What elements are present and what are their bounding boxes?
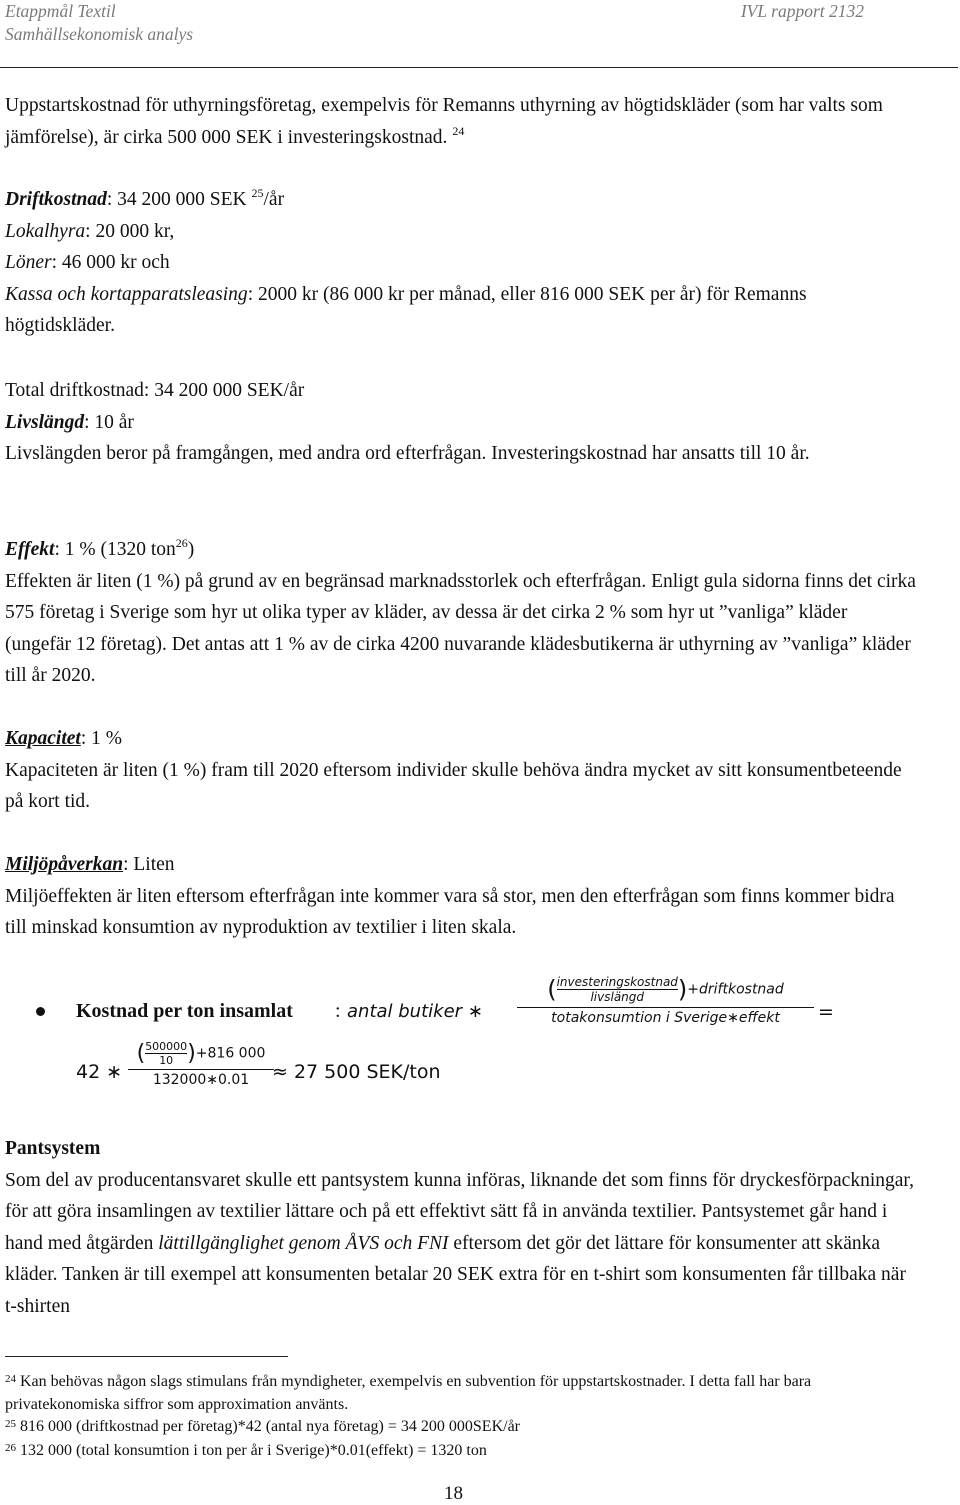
effekt-line [5,534,917,566]
loner-label: Löner [5,252,52,274]
kapacitet-label: Kapacitet [5,728,81,749]
effekt-section [5,534,917,692]
header-divider [0,67,958,68]
pantsystem-text-part2: eftersom det gör det lättare för konsumenter att skänka kläder. Tanken är till exempel att konsumenten betalar 20 SEK extra för en t-shirt som konsumenten får tillbaka när t-shirten [5,1232,906,1317]
formula2-denominator: 132000∗0.01 [128,1069,274,1088]
intro-paragraph [5,90,917,153]
formula2-lhs: 42 ∗ [76,1061,123,1083]
livslangd-value: : 10 år [84,411,134,433]
livslangd-label: Livslängd [5,411,85,433]
footnote-text: 132 000 (total konsumtion i ton per år i Sverige)*0.01(effekt) = 1320 ton [20,1442,487,1459]
bullet-icon [36,1007,45,1016]
header-left [5,0,193,46]
formula2-inner-den: 10 [145,1053,187,1067]
footnote-26 [5,1440,925,1463]
effekt-value: : 1 % (1320 ton [54,539,176,560]
footnote-text: 816 000 (driftkostnad per företag)*42 (antal nya företag) = 34 200 000SEK/år [20,1418,520,1435]
total-driftkostnad: Total driftkostnad: 34 200 000 SEK/år [5,380,305,401]
driftkostnad-line [5,184,917,216]
kassa-line [5,279,917,342]
footnote-ref-26: 26 [175,536,188,550]
driftkostnad-section [5,184,917,342]
driftkostnad-label: Driftkostnad [5,189,107,210]
miljo-line [5,849,917,881]
miljo-label: Miljöpåverkan [5,854,124,875]
kassa-value: : 2000 kr (86 000 kr per månad, eller 816 000 SEK per år) för Remanns högtidskläder. [5,283,807,337]
pantsystem-italic-measure: lättillgänglighet genom ÅVS och FNI [158,1232,449,1254]
formula-colon: : [335,1000,341,1022]
formula-lhs: antal butiker ∗ [347,1001,483,1022]
driftkostnad-value: : 34 200 000 SEK [106,189,247,210]
footnote-number: 24 [5,1373,16,1385]
kapacitet-text: Kapaciteten är liten (1 %) fram till 2020 eftersom individer skulle behöva ändra mycket av sitt konsumentbeteende på kort tid. [5,759,902,813]
footnote-divider [5,1356,288,1357]
lokalhyra-value: : 20 000 kr, [85,220,175,242]
formula2-plus: +816 000 [195,1045,266,1062]
formula-denominator: totakonsumtion i Sverige∗effekt [517,1007,814,1026]
effekt-text: Effekten är liten (1 %) på grund av en begränsad marknadsstorlek och efterfrågan. Enligt gula sidorna finns det cirka 575 företag i Sverige som hyr ut olika typer av kläder, av dessa är det cirka 2 % som hyr ut ”vanliga” kläder (ungefär 12 företag). Det antas att 1 % av de cirka 4200 nuvarande klädesbutikerna är uthyrning av ”vanliga” kläder till år 2020. [5,570,916,687]
page-number: 18 [444,1483,463,1504]
intro-text: Uppstartskostnad för uthyrningsföretag, exempelvis för Remanns uthyrning av högtidskläder (som har valts som jämförelse), är cirka 500 000 SEK i investeringskostnad. [5,95,883,148]
formula-line-2 [76,1040,576,1100]
pantsystem-heading: Pantsystem [5,1138,101,1159]
footnote-ref-25: 25 [251,186,264,200]
footnote-number: 25 [5,1418,16,1430]
formula-equals: = [818,1001,834,1023]
kassa-label: Kassa och kortapparatsleasing [5,283,248,305]
formula-fraction [517,975,814,1026]
footnote-24 [5,1371,925,1416]
total-section [5,375,917,470]
miljo-text: Miljöeffekten är liten eftersom efterfrågan inte kommer vara så stor, men den efterfrågan som finns kommer bidra till minskad konsumtion av nyproduktion av textilier i liten skala. [5,885,895,939]
lokalhyra-line [5,216,917,248]
effekt-label: Effekt [5,539,55,560]
effekt-value-end: ) [187,539,195,560]
formula-label: Kostnad per ton insamlat [76,1000,293,1022]
miljo-section [5,849,917,944]
formula2-fraction [128,1040,274,1088]
formula2-inner-fraction [145,1040,187,1067]
formula2-result: ≈ 27 500 SEK/ton [272,1061,441,1083]
livslangd-line [5,407,917,439]
pantsystem-text-part1: Som del av producentansvaret skulle ett pantsystem kunna införas, liknande det som finns för dryckesförpackningar, för att göra insamlingen av textilier lättare och på ett effektivt sätt få in använda textilier. Pantsystemet går hand i hand med åtgärden [5,1169,914,1254]
formula2-numerator: ( $\frac{500000}{10}$ )+816 000 [136,1040,266,1067]
formula-inner-fraction [557,975,678,1004]
formula-numerator: ( $\frac{\text{investeringskostnad}}{\text{livslängd}}$ )+driftkostnad [547,975,784,1004]
livslangd-text: Livslängden beror på framgången, med andra ord efterfrågan. Investeringskostnad har ansatts till 10 år. [5,443,810,465]
pantsystem-section [5,1133,917,1323]
header-report-title: Etappmål Textil [5,1,116,21]
loner-value: : 46 000 kr och [51,252,170,274]
footnote-text: Kan behövas någon slags stimulans från myndigheter, exempelvis en subvention för uppstartskostnader. I detta fall har bara privatekonomiska siffror som approximation använts. [5,1373,812,1413]
header-report-subtitle: Samhällsekonomisk analys [5,24,194,44]
header-report-number: IVL rapport 2132 [740,1,864,21]
formula-inner-num: investeringskostnad [556,975,678,989]
footnote-25 [5,1416,925,1439]
kapacitet-value: : 1 % [80,728,122,749]
driftkostnad-unit: /år [263,189,285,210]
lokalhyra-label: Lokalhyra [5,220,86,242]
loner-line [5,247,917,279]
formula-plus-term: +driftkostnad [687,981,784,998]
pantsystem-text [5,1165,917,1323]
formula-inner-den: livslängd [557,989,678,1004]
kapacitet-section [5,723,917,818]
formula2-inner-num: 500000 [145,1040,188,1053]
footnote-ref-24: 24 [452,123,465,138]
miljo-value: : Liten [123,854,175,875]
footnote-number: 26 [5,1442,16,1454]
kapacitet-line [5,723,917,755]
formula-line-1 [76,975,876,1039]
